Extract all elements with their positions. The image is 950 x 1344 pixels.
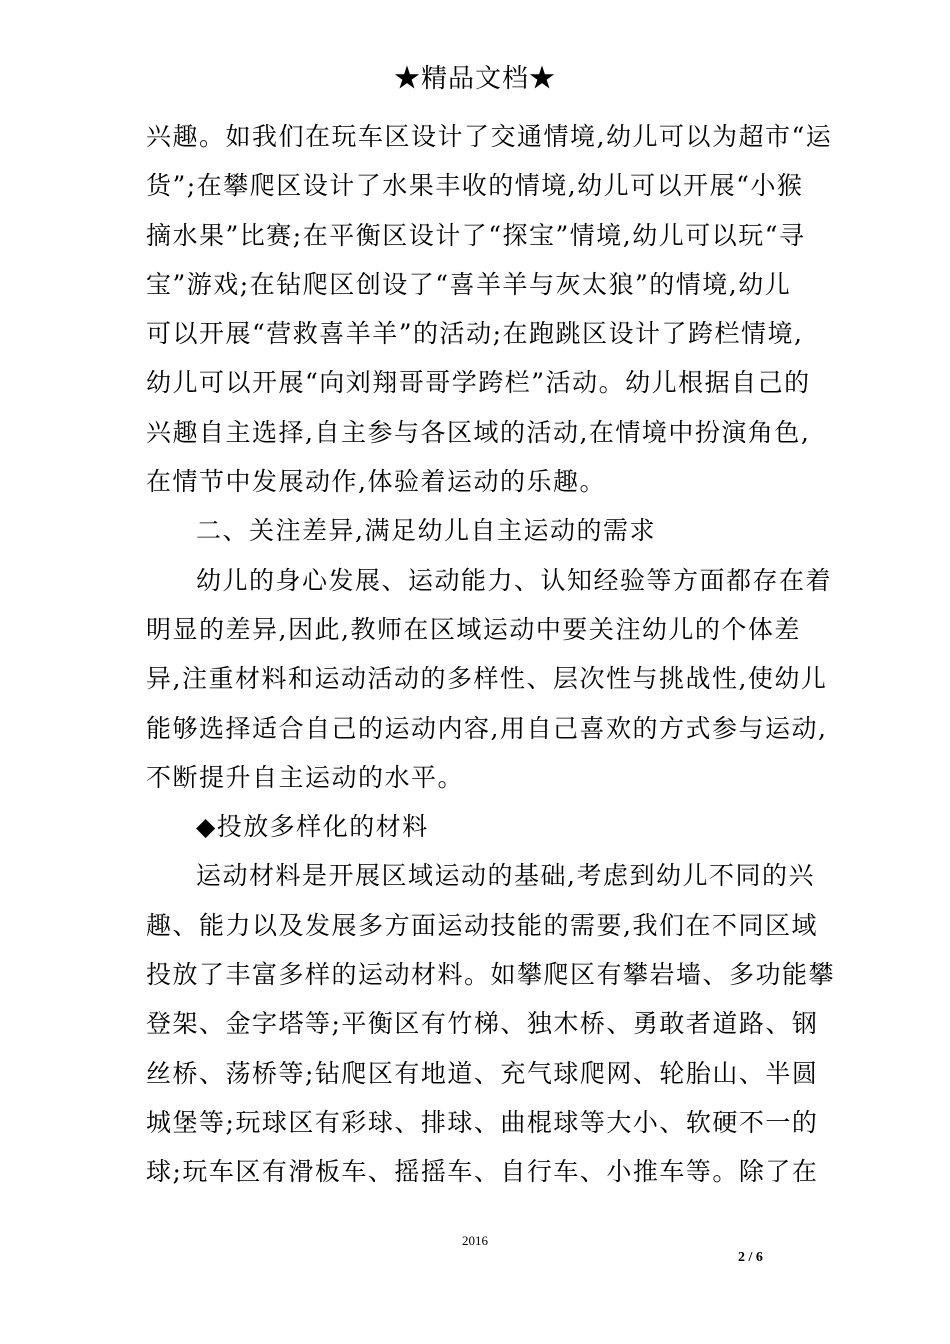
- text-line: 在情节中发展动作,体验着运动的乐趣。: [146, 467, 606, 497]
- text-line: 摘水果”比赛;在平衡区设计了“探宝”情境,幼儿可以玩“寻: [146, 220, 806, 250]
- text-line: 球;玩车区有滑板车、摇摇车、自行车、小推车等。除了在: [146, 1157, 819, 1187]
- text-line: 城堡等;玩球区有彩球、排球、曲棍球等大小、软硬不一的: [146, 1107, 819, 1137]
- text-line: 趣、能力以及发展多方面运动技能的需要,我们在不同区域: [146, 910, 818, 940]
- text-line: 明显的差异,因此,教师在区域运动中要关注幼儿的个体差: [146, 614, 801, 644]
- text-line: 可以开展“营救喜羊羊”的活动;在跑跳区设计了跨栏情境,: [146, 319, 804, 349]
- text-line: 兴趣自主选择,自主参与各区域的活动,在情境中扮演角色,: [146, 417, 811, 447]
- text-line: 不断提升自主运动的水平。: [146, 762, 465, 792]
- page-number: 2 / 6: [738, 1250, 763, 1265]
- page-header-title: ★精品文档★: [393, 64, 556, 94]
- text-line: 货”;在攀爬区设计了水果丰收的情境,幼儿可以开展“小猴: [146, 171, 804, 201]
- document-body: [146, 112, 836, 1197]
- text-line: 宝”游戏;在钻爬区创设了“喜羊羊与灰太狼”的情境,幼儿: [146, 269, 792, 299]
- subsection-heading: ◆投放多样化的材料: [196, 812, 429, 842]
- text-line: 能够选择适合自己的运动内容,用自己喜欢的方式参与运动,: [146, 713, 828, 743]
- text-line: 幼儿可以开展“向刘翔哥哥学跨栏”活动。幼儿根据自己的: [146, 368, 811, 398]
- text-line: 兴趣。如我们在玩车区设计了交通情境,幼儿可以为超市“运: [146, 122, 833, 151]
- text-line: 登架、金字塔等;平衡区有竹梯、独木桥、勇敢者道路、钢: [146, 1009, 819, 1039]
- text-line: 幼儿的身心发展、运动能力、认知经验等方面都存在着: [196, 565, 833, 595]
- section-heading: 二、关注差异,满足幼儿自主运动的需求: [196, 516, 656, 546]
- text-line: 异,注重材料和运动活动的多样性、层次性与挑战性,使幼儿: [146, 664, 828, 694]
- footer-year: 2016: [462, 1233, 488, 1248]
- text-line: 运动材料是开展区域运动的基础,考虑到幼儿不同的兴: [196, 861, 815, 891]
- text-line: 投放了丰富多样的运动材料。如攀爬区有攀岩墙、多功能攀: [146, 960, 836, 990]
- text-line: 丝桥、荡桥等;钻爬区有地道、充气球爬网、轮胎山、半圆: [146, 1058, 819, 1088]
